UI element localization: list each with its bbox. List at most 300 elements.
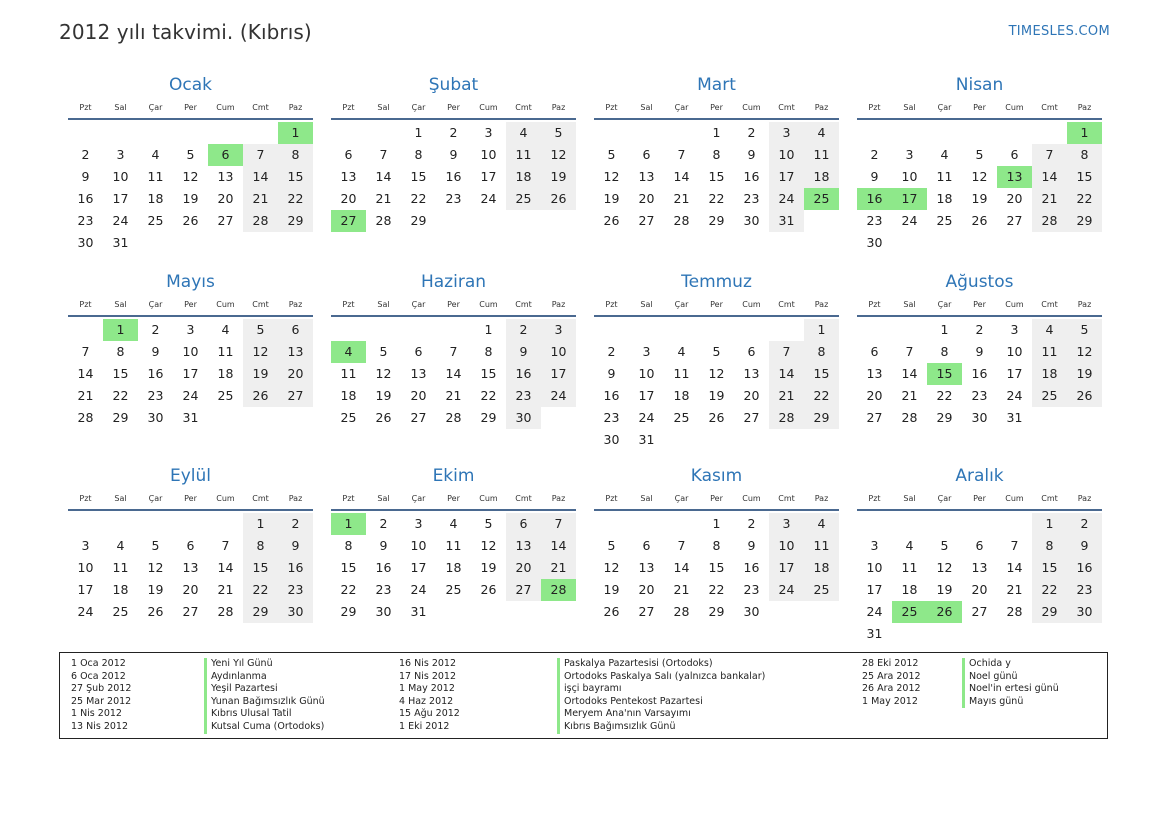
day-cell: 11 <box>147 169 164 184</box>
day-cell: 14 <box>769 363 804 385</box>
day-cell: 20 <box>1006 191 1023 206</box>
month-block <box>68 74 313 271</box>
empty-day-cell <box>594 122 629 144</box>
day-cell: 2 <box>151 322 160 337</box>
weekday-label: Çar <box>674 300 689 309</box>
day-cell: 22 <box>1032 579 1067 601</box>
day-grid <box>331 511 576 623</box>
legend-date: 25 Mar 2012 <box>71 695 132 707</box>
day-cell: 9 <box>506 341 541 363</box>
month-block <box>594 465 839 648</box>
empty-day-cell <box>892 122 927 144</box>
weekday-label: Pzt <box>342 494 355 503</box>
day-cell: 10 <box>638 366 655 381</box>
month-name: Mart <box>697 75 736 95</box>
day-cell: 9 <box>975 344 984 359</box>
legend-holiday-name: Kıbrıs Bağımsızlık Günü <box>557 721 765 734</box>
brand-link[interactable]: TIMESLES.COM <box>1008 24 1110 39</box>
day-cell: 15 <box>278 166 313 188</box>
day-cell: 2 <box>379 516 388 531</box>
empty-day-cell <box>927 122 962 144</box>
day-cell: 10 <box>1006 344 1023 359</box>
day-grid <box>857 317 1102 429</box>
empty-day-cell <box>594 513 629 535</box>
day-cell: 29 <box>278 210 313 232</box>
day-cell: 4 <box>940 147 949 162</box>
weekday-label: Sal <box>114 103 127 112</box>
day-cell: 14 <box>77 366 94 381</box>
day-cell: 29 <box>112 410 129 425</box>
empty-day-cell <box>629 122 664 144</box>
weekday-label: Pzt <box>79 103 92 112</box>
empty-day-cell <box>401 319 436 341</box>
day-cell: 31 <box>112 235 129 250</box>
legend-holiday-name: Mayıs günü <box>962 696 1059 709</box>
day-cell: 24 <box>769 188 804 210</box>
day-cell: 30 <box>743 213 760 228</box>
legend-holiday-name: Yeşil Pazartesi <box>204 683 325 696</box>
day-cell: 3 <box>541 319 576 341</box>
page-title: 2012 yılı takvimi. (Kıbrıs) <box>59 20 312 44</box>
day-cell: 9 <box>747 147 756 162</box>
day-cell: 11 <box>445 538 462 553</box>
day-cell: 27 <box>743 410 760 425</box>
weekday-label: Cum <box>479 103 498 112</box>
day-cell: 18 <box>340 388 357 403</box>
day-cell: 7 <box>379 147 388 162</box>
day-cell: 21 <box>673 582 690 597</box>
day-cell: 9 <box>870 169 879 184</box>
day-cell: 19 <box>147 582 164 597</box>
weekday-label: Per <box>184 300 197 309</box>
month-name: Kasım <box>690 466 743 486</box>
day-cell: 26 <box>603 213 620 228</box>
day-cell: 1 <box>940 322 949 337</box>
legend-date: 13 Nis 2012 <box>71 720 128 732</box>
weekday-label: Per <box>184 494 197 503</box>
day-cell: 12 <box>971 169 988 184</box>
day-cell: 24 <box>1006 388 1023 403</box>
day-cell: 1 <box>414 125 423 140</box>
month-block <box>857 271 1102 465</box>
day-cell: 2 <box>506 319 541 341</box>
weekday-label: Cmt <box>515 300 532 309</box>
day-cell: 11 <box>217 344 234 359</box>
day-cell: 24 <box>866 604 883 619</box>
day-cell: 1 <box>484 322 493 337</box>
day-cell: 19 <box>708 388 725 403</box>
day-cell: 29 <box>804 407 839 429</box>
day-cell: 22 <box>936 388 953 403</box>
day-cell: 1 <box>243 513 278 535</box>
day-cell: 5 <box>379 344 388 359</box>
day-cell: 10 <box>769 144 804 166</box>
day-cell: 30 <box>375 604 392 619</box>
day-cell: 9 <box>379 538 388 553</box>
day-cell: 15 <box>708 560 725 575</box>
weekday-label: Pzt <box>342 103 355 112</box>
weekday-label: Cmt <box>778 300 795 309</box>
day-grid <box>594 120 839 232</box>
legend-holiday-name: Ortodoks Paskalya Salı (yalnızca bankalar) <box>557 671 765 684</box>
day-cell: 7 <box>677 147 686 162</box>
month-name: Ocak <box>169 75 212 95</box>
day-cell: 29 <box>936 410 953 425</box>
day-cell: 11 <box>1032 341 1067 363</box>
weekday-header <box>68 295 313 317</box>
empty-day-cell <box>857 513 892 535</box>
weekday-label: Cmt <box>1041 103 1058 112</box>
legend-dates-col-3 <box>862 658 921 708</box>
day-cell: 25 <box>804 579 839 601</box>
day-cell: 23 <box>506 385 541 407</box>
empty-day-cell <box>699 319 734 341</box>
legend-date: 25 Ara 2012 <box>862 670 921 682</box>
day-cell: 5 <box>607 147 616 162</box>
month-name: Eylül <box>169 466 212 486</box>
holiday-day-cell: 27 <box>331 210 366 232</box>
day-cell: 20 <box>340 191 357 206</box>
legend-dates-col-2 <box>399 658 460 734</box>
day-cell: 21 <box>77 388 94 403</box>
day-cell: 25 <box>147 213 164 228</box>
day-cell: 14 <box>445 366 462 381</box>
day-cell: 11 <box>804 144 839 166</box>
day-cell: 15 <box>804 363 839 385</box>
day-cell: 15 <box>243 557 278 579</box>
day-cell: 28 <box>1032 210 1067 232</box>
day-cell: 16 <box>375 560 392 575</box>
day-cell: 22 <box>340 582 357 597</box>
day-cell: 20 <box>410 388 427 403</box>
day-cell: 28 <box>673 213 690 228</box>
day-cell: 5 <box>712 344 721 359</box>
month-block <box>331 271 576 465</box>
legend-holiday-name: Kutsal Cuma (Ortodoks) <box>204 721 325 734</box>
day-cell: 29 <box>708 604 725 619</box>
empty-day-cell <box>331 319 366 341</box>
holiday-day-cell: 25 <box>804 188 839 210</box>
day-cell: 10 <box>866 560 883 575</box>
day-cell: 20 <box>638 582 655 597</box>
day-cell: 19 <box>603 191 620 206</box>
day-cell: 10 <box>182 344 199 359</box>
day-cell: 17 <box>769 166 804 188</box>
day-cell: 30 <box>147 410 164 425</box>
month-block <box>68 271 313 465</box>
month-name: Ekim <box>432 466 475 486</box>
day-cell: 17 <box>410 560 427 575</box>
day-cell: 8 <box>712 147 721 162</box>
weekday-header <box>331 98 576 120</box>
day-cell: 5 <box>151 538 160 553</box>
day-cell: 21 <box>769 385 804 407</box>
empty-day-cell <box>857 319 892 341</box>
day-cell: 30 <box>506 407 541 429</box>
day-cell: 4 <box>506 122 541 144</box>
month-name: Nisan <box>955 75 1004 95</box>
legend-date: 17 Nis 2012 <box>399 670 456 682</box>
day-cell: 13 <box>410 366 427 381</box>
weekday-label: Per <box>447 103 460 112</box>
day-cell: 14 <box>673 560 690 575</box>
weekday-label: Pzt <box>79 494 92 503</box>
weekday-header <box>857 98 1102 120</box>
day-cell: 5 <box>186 147 195 162</box>
legend-dates-col-1 <box>71 658 131 734</box>
legend-date: 1 Eki 2012 <box>399 720 450 732</box>
weekday-label: Cmt <box>778 103 795 112</box>
weekday-label: Cum <box>742 103 761 112</box>
day-cell: 12 <box>708 366 725 381</box>
day-cell: 9 <box>607 366 616 381</box>
day-cell: 27 <box>506 579 541 601</box>
empty-day-cell <box>857 122 892 144</box>
day-cell: 30 <box>77 235 94 250</box>
day-cell: 18 <box>804 557 839 579</box>
day-cell: 27 <box>217 213 234 228</box>
day-cell: 26 <box>1067 385 1102 407</box>
day-cell: 7 <box>769 341 804 363</box>
day-cell: 26 <box>182 213 199 228</box>
weekday-label: Çar <box>411 103 426 112</box>
holiday-day-cell: 28 <box>541 579 576 601</box>
day-cell: 30 <box>866 235 883 250</box>
day-cell: 26 <box>971 213 988 228</box>
empty-day-cell <box>629 513 664 535</box>
day-cell: 21 <box>243 188 278 210</box>
day-cell: 13 <box>506 535 541 557</box>
day-cell: 28 <box>445 410 462 425</box>
day-cell: 20 <box>866 388 883 403</box>
weekday-label: Cmt <box>252 300 269 309</box>
day-cell: 7 <box>221 538 230 553</box>
weekday-label: Per <box>710 300 723 309</box>
day-cell: 3 <box>905 147 914 162</box>
day-cell: 22 <box>708 582 725 597</box>
day-cell: 22 <box>410 191 427 206</box>
day-cell: 21 <box>217 582 234 597</box>
legend-holiday-name: Meryem Ana'nın Varsayımı <box>557 708 765 721</box>
weekday-label: Pzt <box>868 103 881 112</box>
day-cell: 26 <box>603 604 620 619</box>
weekday-label: Çar <box>148 494 163 503</box>
day-cell: 24 <box>182 388 199 403</box>
weekday-label: Çar <box>411 494 426 503</box>
day-cell: 8 <box>414 147 423 162</box>
day-cell: 19 <box>243 363 278 385</box>
day-cell: 24 <box>901 213 918 228</box>
day-cell: 26 <box>243 385 278 407</box>
day-cell: 23 <box>971 388 988 403</box>
empty-day-cell <box>962 122 997 144</box>
day-cell: 6 <box>642 147 651 162</box>
day-cell: 3 <box>1010 322 1019 337</box>
day-cell: 13 <box>340 169 357 184</box>
day-cell: 8 <box>940 344 949 359</box>
weekday-label: Cmt <box>778 494 795 503</box>
day-grid <box>331 317 576 429</box>
day-cell: 8 <box>243 535 278 557</box>
weekday-header <box>857 489 1102 511</box>
day-cell: 19 <box>182 191 199 206</box>
day-cell: 15 <box>480 366 497 381</box>
day-cell: 2 <box>747 516 756 531</box>
day-cell: 23 <box>375 582 392 597</box>
weekday-label: Cum <box>1005 300 1024 309</box>
day-cell: 12 <box>147 560 164 575</box>
day-cell: 1 <box>712 516 721 531</box>
weekday-label: Pzt <box>79 300 92 309</box>
day-cell: 8 <box>116 344 125 359</box>
weekday-label: Çar <box>937 494 952 503</box>
day-cell: 5 <box>940 538 949 553</box>
day-cell: 29 <box>1067 210 1102 232</box>
weekday-label: Pzt <box>868 300 881 309</box>
day-cell: 17 <box>77 582 94 597</box>
weekday-label: Pzt <box>868 494 881 503</box>
empty-day-cell <box>103 513 138 535</box>
day-cell: 3 <box>769 122 804 144</box>
weekday-label: Çar <box>937 300 952 309</box>
day-cell: 17 <box>182 366 199 381</box>
weekday-label: Pzt <box>605 103 618 112</box>
holiday-day-cell: 26 <box>927 601 962 623</box>
legend-date: 27 Şub 2012 <box>71 683 132 695</box>
weekday-label: Cum <box>216 300 235 309</box>
day-cell: 9 <box>81 169 90 184</box>
empty-day-cell <box>594 319 629 341</box>
day-cell: 23 <box>278 579 313 601</box>
weekday-label: Paz <box>288 103 303 112</box>
day-cell: 18 <box>936 191 953 206</box>
day-cell: 31 <box>638 432 655 447</box>
day-cell: 22 <box>1067 188 1102 210</box>
day-cell: 12 <box>603 560 620 575</box>
day-grid <box>68 511 313 623</box>
day-cell: 7 <box>449 344 458 359</box>
day-cell: 16 <box>971 366 988 381</box>
day-cell: 20 <box>743 388 760 403</box>
day-cell: 9 <box>449 147 458 162</box>
weekday-label: Cmt <box>252 494 269 503</box>
day-cell: 16 <box>147 366 164 381</box>
day-cell: 28 <box>901 410 918 425</box>
weekday-header <box>594 295 839 317</box>
day-cell: 18 <box>147 191 164 206</box>
day-cell: 17 <box>1006 366 1023 381</box>
legend-names-col-2 <box>557 658 765 734</box>
weekday-label: Paz <box>814 103 829 112</box>
day-cell: 17 <box>112 191 129 206</box>
weekday-label: Cum <box>479 494 498 503</box>
day-cell: 23 <box>866 213 883 228</box>
empty-day-cell <box>138 513 173 535</box>
empty-day-cell <box>1032 122 1067 144</box>
day-cell: 28 <box>1006 604 1023 619</box>
day-cell: 6 <box>278 319 313 341</box>
day-cell: 7 <box>81 344 90 359</box>
day-cell: 19 <box>936 582 953 597</box>
day-cell: 15 <box>1067 166 1102 188</box>
day-cell: 18 <box>445 560 462 575</box>
month-name: Haziran <box>420 272 487 292</box>
day-cell: 15 <box>112 366 129 381</box>
day-cell: 6 <box>642 538 651 553</box>
day-cell: 2 <box>870 147 879 162</box>
weekday-label: Paz <box>288 494 303 503</box>
day-cell: 10 <box>480 147 497 162</box>
weekday-label: Per <box>973 300 986 309</box>
empty-day-cell <box>734 319 769 341</box>
day-cell: 13 <box>638 169 655 184</box>
month-block <box>857 465 1102 648</box>
weekday-label: Cmt <box>252 103 269 112</box>
day-cell: 18 <box>506 166 541 188</box>
weekday-label: Sal <box>377 300 390 309</box>
day-cell: 3 <box>769 513 804 535</box>
weekday-label: Cum <box>1005 103 1024 112</box>
day-grid <box>68 317 313 429</box>
day-cell: 29 <box>480 410 497 425</box>
day-cell: 5 <box>607 538 616 553</box>
day-cell: 22 <box>708 191 725 206</box>
day-cell: 9 <box>278 535 313 557</box>
weekday-header <box>857 295 1102 317</box>
day-cell: 3 <box>642 344 651 359</box>
holiday-day-cell: 13 <box>997 166 1032 188</box>
day-cell: 6 <box>344 147 353 162</box>
day-cell: 14 <box>375 169 392 184</box>
day-cell: 22 <box>480 388 497 403</box>
day-cell: 25 <box>506 188 541 210</box>
holiday-day-cell: 6 <box>208 144 243 166</box>
weekday-label: Sal <box>640 300 653 309</box>
day-cell: 29 <box>410 213 427 228</box>
day-cell: 27 <box>866 410 883 425</box>
day-cell: 4 <box>677 344 686 359</box>
day-cell: 28 <box>217 604 234 619</box>
legend-date: 15 Ağu 2012 <box>399 708 460 720</box>
day-cell: 2 <box>278 513 313 535</box>
day-cell: 8 <box>1067 144 1102 166</box>
day-cell: 25 <box>1032 385 1067 407</box>
day-cell: 15 <box>340 560 357 575</box>
day-cell: 24 <box>769 579 804 601</box>
day-cell: 4 <box>116 538 125 553</box>
day-cell: 9 <box>1067 535 1102 557</box>
empty-day-cell <box>629 319 664 341</box>
day-cell: 28 <box>769 407 804 429</box>
weekday-label: Sal <box>114 494 127 503</box>
weekday-label: Cum <box>742 300 761 309</box>
day-cell: 18 <box>804 166 839 188</box>
holiday-day-cell: 16 <box>857 188 892 210</box>
day-cell: 4 <box>905 538 914 553</box>
day-cell: 21 <box>1032 188 1067 210</box>
empty-day-cell <box>68 122 103 144</box>
day-cell: 26 <box>480 582 497 597</box>
day-cell: 14 <box>243 166 278 188</box>
weekday-header <box>68 98 313 120</box>
day-cell: 26 <box>147 604 164 619</box>
empty-day-cell <box>892 513 927 535</box>
empty-day-cell <box>962 513 997 535</box>
day-cell: 31 <box>866 626 883 641</box>
weekday-label: Çar <box>148 103 163 112</box>
day-cell: 12 <box>1067 341 1102 363</box>
day-cell: 24 <box>112 213 129 228</box>
